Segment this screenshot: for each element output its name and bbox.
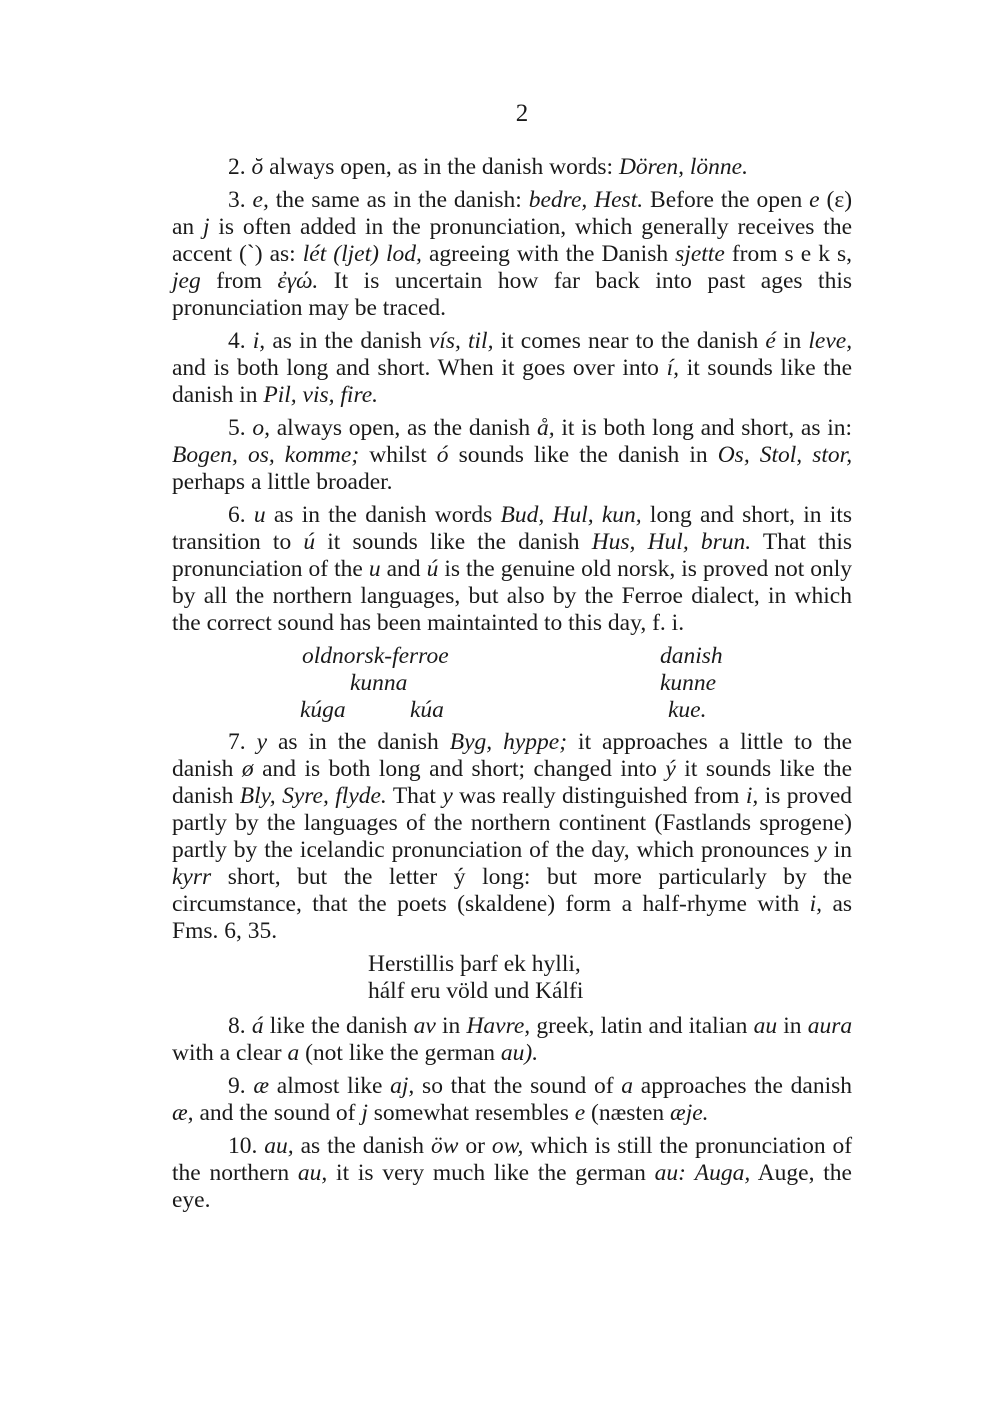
paragraph-2: 2. ŏ always open, as in the danish words: Dören, lönne. xyxy=(228,154,748,180)
table-cell: kúga xyxy=(300,697,346,723)
paragraph-9: 9. æ almost like aj, so that the sound of a approaches the danish æ, and the sound of j somewhat resembles e (næsten æje. xyxy=(172,1073,852,1126)
verse-quote xyxy=(368,951,852,1005)
table-header-oldnorsk: oldnorsk-ferroe xyxy=(302,643,449,669)
table-cell: kue. xyxy=(668,697,707,723)
verse-line-2: hálf eru völd und Kálfi xyxy=(368,978,584,1004)
document-page xyxy=(172,100,852,1220)
table-header-danish: danish xyxy=(660,643,723,669)
paragraph-5: 5. o, always open, as the danish å, it is both long and short, as in: Bogen, os, komme; whilst ó sounds like the danish in Os, Stol, stor, perhaps a little broader. xyxy=(172,415,853,495)
paragraph-10: 10. au, as the danish öw or ow, which is still the pronunciation of the northern au, it is very much like the german au: Auga, Auge, the eye. xyxy=(172,1133,853,1213)
paragraph-7: 7. y as in the danish Byg, hyppe; it approaches a little to the danish ø and is both long and short; changed into ý it sounds like the danish Bly, Syre, flyde. That y was really distinguished from i, is proved partly by the languages of the northern continent (Fastlands sprogene) partly by the icelandic pronunciation of the day, which pronounces y in kyrr short, but the letter ý long: but more particularly by the circumstance, that the poets (skaldene) form a half-rhyme with i, as Fms. 6, 35. xyxy=(172,729,853,944)
paragraph-3: 3. e, the same as in the danish: bedre, Hest. Before the open e (ε) an j is often added in the pronunciation, which generally receives the accent (`) as: lét (ljet) lod, agreeing with the Danish sjette from s e k s, jeg from ἐγώ. It is uncertain how far back into past ages this pronunciation may be traced. xyxy=(172,187,853,321)
table-cell: kunne xyxy=(660,670,717,696)
table-cell: kúa xyxy=(410,697,444,723)
paragraph-6: 6. u as in the danish words Bud, Hul, kun, long and short, in its transition to ú it sounds like the danish Hus, Hul, brun. That this pronunciation of the u and ú is the genuine old norsk, is proved not only by all the northern languages, but also by the Ferroe dialect, in which the correct sound has been maintainted to this day, f. i. xyxy=(172,502,853,636)
table-cell: kunna xyxy=(350,670,408,696)
word-comparison-table xyxy=(172,643,852,725)
page-number: 2 xyxy=(515,100,529,127)
paragraph-4: 4. i, as in the danish vís, til, it comes near to the danish é in leve, and is both long and short. When it goes over into í, it sounds like the danish in Pil, vis, fire. xyxy=(172,328,853,408)
paragraph-8: 8. á like the danish av in Havre, greek, latin and italian au in aura with a clear a (not like the german au). xyxy=(172,1013,853,1066)
verse-line-1: Herstillis þarf ek hylli, xyxy=(368,951,581,977)
